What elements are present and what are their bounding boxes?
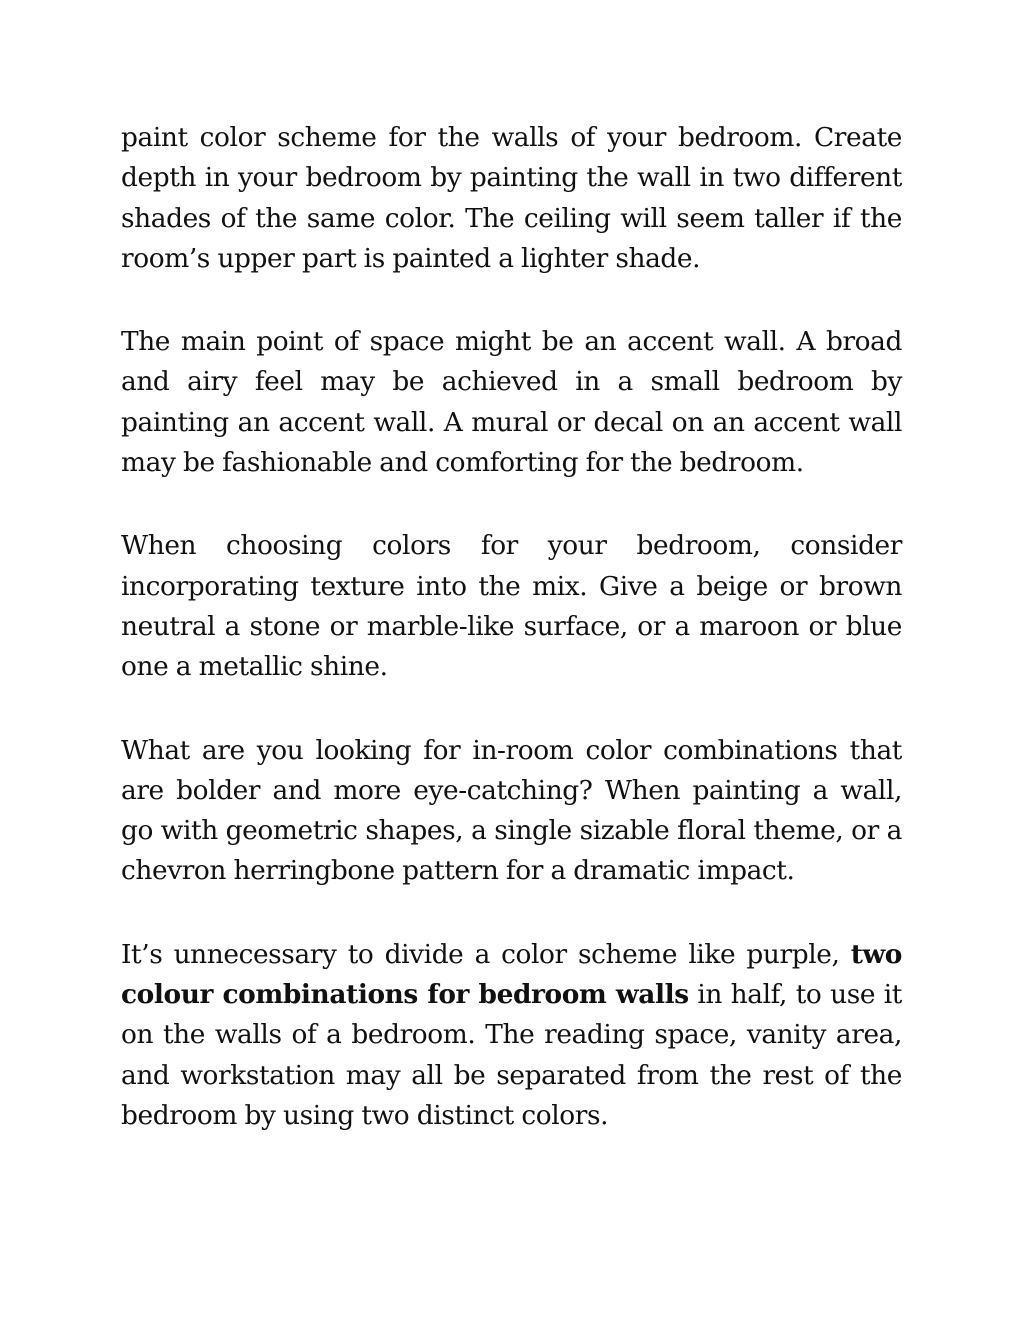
paragraph-accent-wall: The main point of space might be an accent wall. A broad and airy feel may be achieved in a small bedroom by painting an accent wall. A mural or decal on an accent wall may be fashionable and comforting for the bedroom. xyxy=(121,326,902,479)
paragraph-two-colors-rest: in half, to use it on the walls of a bedroom. The reading space, vanity area, and workstation may all be separated from the rest of the bedroom by using two distinct colors. xyxy=(121,979,902,1131)
paragraph-paint-scheme: paint color scheme for the walls of your bedroom. Create depth in your bedroom by painting the wall in two different shades of the same color. The ceiling will seem taller if the room’s upper part is painted a lighter shade. xyxy=(121,122,902,274)
paragraph-two-colors xyxy=(121,935,902,1136)
paragraph-two-colors-intro: It’s unnecessary to divide a color scheme like purple, xyxy=(121,938,851,970)
paragraph-bold-patterns: What are you looking for in-room color combinations that are bolder and more eye-catching? When painting a wall, go with geometric shapes, a single sizable floral theme, or a chevron herringbone pattern for a dramatic impact. xyxy=(121,734,902,887)
paragraph-texture: When choosing colors for your bedroom, consider incorporating texture into the mix. Give a beige or brown neutral a stone or marble-like surface, or a maroon or blue one a metallic shine. xyxy=(121,530,902,683)
document-page xyxy=(121,118,902,1136)
bold-keyword-phrase: two colour combinations for bedroom walls xyxy=(121,938,902,1011)
